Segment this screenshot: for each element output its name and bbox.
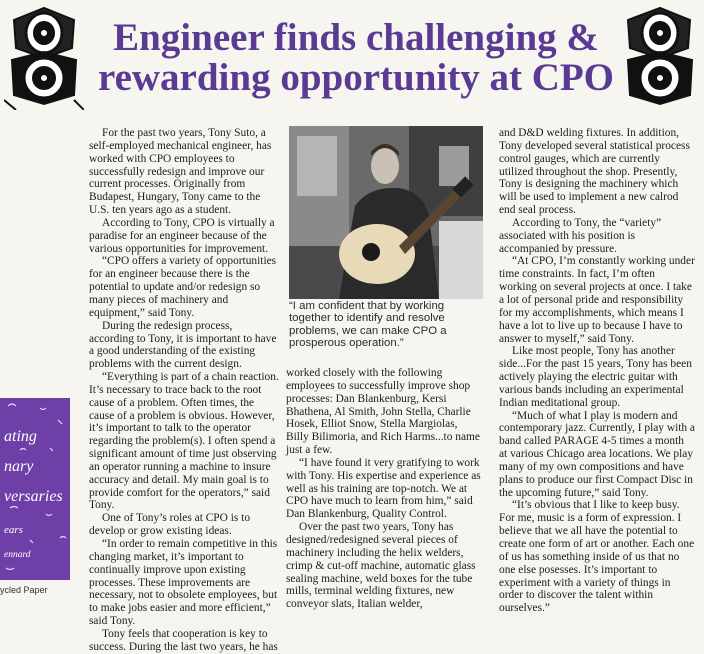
film-reel-icon <box>618 0 700 110</box>
article-column-1 <box>89 127 279 654</box>
paragraph: According to Tony, the “variety” associated with his position is accompanied by pressure. <box>499 216 662 255</box>
paragraph: “Everything is part of a chain reaction. It’s necessary to trace back to the root cause of a problem. Often times, the cause of a problem is obvious. However, it’s important to talk to the operator regarding the problem(s). I often spend a significant amount of time just observing an operator running a machine to insure accuracy and detail. My main goal is to provide comfort for the operators,” said Tony. <box>89 371 279 512</box>
paragraph: worked closely with the following employees to successfully improve shop processes: Dan Blankenburg, Kersi Bhathena, Al Smith, John Stella, Charlie Hosek, Elliot Snow, Stella Margiolas, Billy Bilimoria, and Rich Harms...to name just a few. <box>286 367 480 457</box>
paragraph: Over the past two years, Tony has designed/redesigned several pieces of machinery including the helix welders, crimp & cut-off machine, automatic glass sealing machine, weld boxes for the tube mills, terminal welding fixtures, new conveyor slats, Italian welder, <box>286 521 476 611</box>
paragraph: “Much of what I play is modern and contemporary jazz. Currently, I play with a band called PARAGE 4-5 times a month at various Chicago area locations. We play many of my own compositions and have plans to produce our first Compact Disc in the upcoming future,” said Tony. <box>499 409 695 499</box>
photo-caption: “I am confident that by working together to identify and resolve problems, we can make CPO a prosperous operation.” <box>289 300 447 350</box>
paragraph: “At CPO, I’m constantly working under time constraints. In fact, I’m often working on several projects at once. I take a lot of personal pride and responsibility for my accomplishments, which means I have a lot to live up to because I have to answer to myself,” said Tony. <box>499 255 695 345</box>
sidebar-text: ears <box>4 524 23 536</box>
article-column-2 <box>286 367 482 611</box>
film-reel-icon <box>4 0 84 110</box>
paragraph: Tony feels that cooperation is key to success. During the last two years, he has <box>89 627 278 653</box>
paragraph: “I have found it very gratifying to work with Tony. His expertise and experience as well as his training are top-notch. We at CPO have much to learn from him,” said Dan Blankenburg, Quality Control. <box>286 456 481 521</box>
sidebar-text: ating <box>4 428 37 445</box>
paragraph: According to Tony, CPO is virtually a paradise for an engineer because of the various opportunities for improvement. <box>89 216 275 255</box>
recycled-paper-note: ycled Paper <box>0 585 48 595</box>
paragraph: One of Tony’s roles at CPO is to develop or grow existing ideas. <box>89 512 251 538</box>
anniversary-sidebar <box>0 398 70 580</box>
paragraph: During the redesign process, according to Tony, it is important to have a good understanding of the existing problems with the current design. <box>89 319 277 371</box>
paragraph: For the past two years, Tony Suto, a self-employed mechanical engineer, has worked with CPO employees to successfully redesign and improve our current processes. Originally from Budapest, Hungary, Tony came to the U.S. ten years ago as a student. <box>89 127 272 217</box>
paragraph: “CPO offers a variety of opportunities for an engineer because there is the potential to update and/or redesign so many pieces of machinery and equipment,” said Tony. <box>89 255 277 319</box>
paragraph: Like most people, Tony has another side...For the past 15 years, Tony has been actively playing the electric guitar with various bands including an experimental Indian meditational group. <box>499 345 692 409</box>
paragraph: and D&D welding fixtures. In addition, Tony developed several statistical process control gauges, which are currently utilized throughout the shop. Presently, Tony is designing the machinery which will be used to implement a new calrod end seal process. <box>499 127 690 217</box>
sidebar-text: ennard <box>4 550 31 560</box>
sidebar-text: versaries <box>4 488 63 505</box>
article-column-3 <box>499 127 695 615</box>
sidebar-text: nary <box>4 458 34 475</box>
paragraph: “It’s obvious that I like to keep busy. For me, music is a form of expression. I believe that we all have the potential to create one form of art or another. Each one of us has something inside of us that no one else posesses. It’s important to experiment with a variety of things in order to discover the talent within ourselves.” <box>499 499 695 615</box>
paragraph: “In order to remain competitive in this changing market, it’s important to continually improve upon existing processes. These improvements are necessary, not to obsolete employees, but to make jobs easier and more efficient,” said Tony. <box>89 538 278 628</box>
article-headline: Engineer finds challenging & rewarding opportunity at CPO <box>97 16 615 99</box>
photo-tony-with-guitar <box>289 126 483 299</box>
